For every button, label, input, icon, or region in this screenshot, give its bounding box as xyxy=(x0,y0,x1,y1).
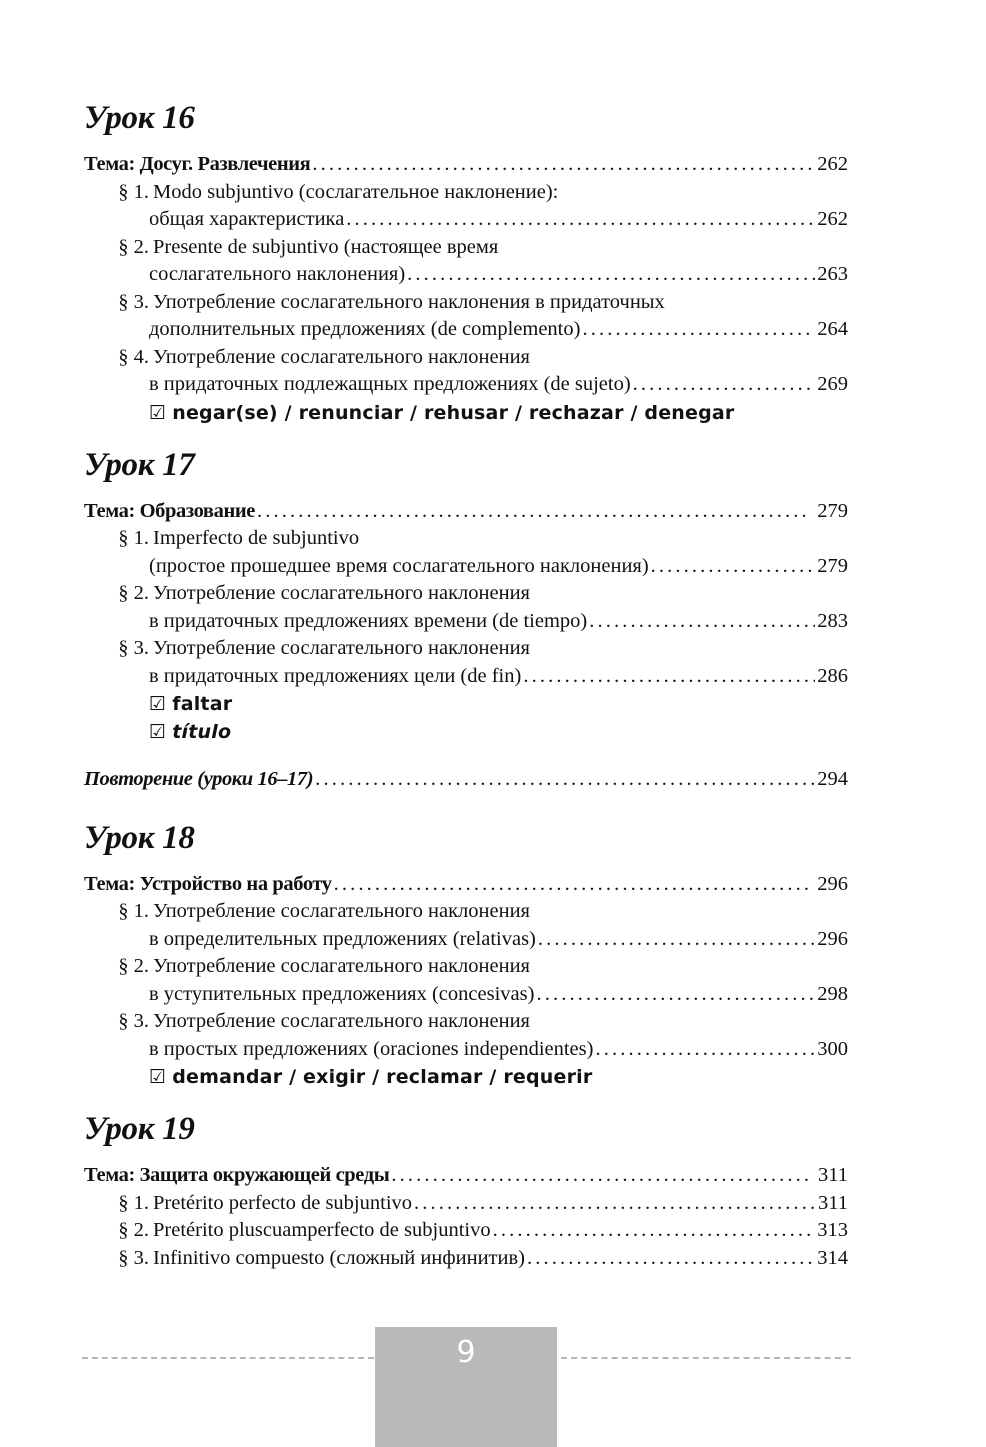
leader-dots xyxy=(523,663,815,691)
section-entry[interactable] xyxy=(84,953,848,1008)
section-number: § 2. xyxy=(118,955,149,977)
vocab-note xyxy=(84,399,848,427)
section-title-line2: в придаточных предложениях времени (de tiempo) xyxy=(149,609,588,632)
page-ref: 300 xyxy=(817,1037,848,1060)
topic-entry[interactable] xyxy=(84,498,848,526)
leader-dots xyxy=(589,608,815,636)
section-title: Pretérito perfecto de subjuntivo xyxy=(153,1191,413,1214)
leader-dots xyxy=(315,766,815,794)
page-ref: 296 xyxy=(817,927,848,950)
checkbox-icon: ☑ xyxy=(149,1066,167,1088)
topic-entry[interactable] xyxy=(84,151,848,179)
page-ref: 262 xyxy=(817,208,848,230)
section-entry[interactable] xyxy=(84,525,848,580)
footer-divider-right xyxy=(561,1357,851,1359)
section-title-line1: Употребление сослагательного наклонения xyxy=(153,955,530,977)
section-entry[interactable] xyxy=(84,289,848,344)
vocab-words: demandar / exigir / reclamar / requerir xyxy=(172,1066,593,1088)
page-ref: 311 xyxy=(818,1164,848,1186)
section-title-line2: дополнительных предложениях (de complemento) xyxy=(149,318,581,340)
review-entry[interactable] xyxy=(84,766,848,794)
leader-dots xyxy=(651,553,816,581)
lesson-heading: Урок 16 xyxy=(84,100,195,136)
vocab-note xyxy=(84,718,848,746)
page-ref: 294 xyxy=(817,768,848,790)
topic-entry[interactable] xyxy=(84,871,848,899)
section-entry[interactable] xyxy=(84,580,848,635)
section-title-line2: в уступительных предложениях (concesivas) xyxy=(149,982,535,1005)
page-number: 9 xyxy=(456,1335,476,1370)
section-number: § 1. xyxy=(118,180,149,203)
section-entry[interactable] xyxy=(84,635,848,690)
table-of-contents xyxy=(84,100,848,1292)
section-number: § 1. xyxy=(118,1191,149,1214)
topic-title: Тема: Образование xyxy=(84,499,255,522)
lesson-19 xyxy=(84,1111,848,1272)
lesson-18 xyxy=(84,820,848,1092)
leader-dots xyxy=(595,1036,815,1064)
section-title-line1: Употребление сослагательного наклонения xyxy=(153,345,530,368)
leader-dots xyxy=(407,261,815,289)
section-title-line1: Presente de subjuntivo (настоящее время xyxy=(153,235,499,258)
topic-title: Тема: Устройство на работу xyxy=(84,872,332,895)
lesson-heading: Урок 17 xyxy=(84,446,195,483)
section-title-line1: Употребление сослагательного наклонения xyxy=(153,1010,530,1032)
section-title-line1: Употребление сослагательного наклонения в придаточных xyxy=(153,290,665,313)
section-number: § 1. xyxy=(118,527,149,549)
page-ref: 269 xyxy=(817,373,848,395)
section-number: § 3. xyxy=(118,1246,149,1269)
section-entry[interactable] xyxy=(84,234,848,289)
section-title: Pretérito pluscuamperfecto de subjuntivo xyxy=(153,1219,491,1241)
section-title-line2: в простых предложениях (oraciones independientes) xyxy=(149,1037,594,1060)
leader-dots xyxy=(527,1245,815,1273)
section-title-line2: сослагательного наклонения) xyxy=(149,263,406,285)
section-entry[interactable] xyxy=(84,1217,848,1245)
section-entry[interactable] xyxy=(84,1008,848,1063)
page-ref: 279 xyxy=(817,554,848,577)
leader-dots xyxy=(536,981,815,1009)
page-ref: 311 xyxy=(818,1191,848,1214)
page-ref: 283 xyxy=(817,609,848,632)
leader-dots xyxy=(633,371,816,399)
lesson-17 xyxy=(84,447,848,747)
leader-dots xyxy=(538,926,815,954)
section-number: § 3. xyxy=(118,290,149,313)
section-title-line2: (простое прошедшее время сослагательного наклонения) xyxy=(149,554,649,577)
section-title-line1: Modo subjuntivo (сослагательное наклонение): xyxy=(153,180,559,203)
section-entry[interactable] xyxy=(84,1245,848,1273)
page-ref: 314 xyxy=(817,1246,848,1269)
checkbox-icon: ☑ xyxy=(149,401,167,424)
vocab-note xyxy=(84,1063,848,1091)
topic-title: Тема: Досуг. Развлечения xyxy=(84,153,311,175)
section-number: § 4. xyxy=(118,345,149,368)
section-entry[interactable] xyxy=(84,898,848,953)
leader-dots xyxy=(257,498,811,526)
page-ref: 296 xyxy=(817,872,848,895)
section-number: § 3. xyxy=(118,637,149,659)
section-entry[interactable] xyxy=(84,179,848,234)
checkbox-icon: ☑ xyxy=(149,721,167,743)
section-entry[interactable] xyxy=(84,1190,848,1218)
page-ref: 279 xyxy=(817,499,848,522)
section-number: § 2. xyxy=(118,582,149,604)
section-number: § 3. xyxy=(118,1010,149,1032)
lesson-heading: Урок 18 xyxy=(84,819,195,856)
leader-dots xyxy=(414,1190,816,1218)
topic-entry[interactable] xyxy=(84,1162,848,1190)
page-ref: 264 xyxy=(817,318,848,340)
section-title-line1: Употребление сослагательного наклонения xyxy=(153,582,530,604)
page-ref: 262 xyxy=(817,153,848,175)
section-entry[interactable] xyxy=(84,344,848,399)
leader-dots xyxy=(346,206,815,234)
leader-dots xyxy=(391,1162,812,1190)
leader-dots xyxy=(582,316,815,344)
lesson-heading: Урок 19 xyxy=(84,1111,195,1147)
page-ref: 263 xyxy=(817,263,848,285)
section-title-line1: Употребление сослагательного наклонения xyxy=(153,637,530,659)
vocab-words: negar(se) / renunciar / rehusar / rechazar / denegar xyxy=(172,401,735,424)
leader-dots xyxy=(312,151,811,179)
section-number: § 2. xyxy=(118,1219,149,1241)
leader-dots xyxy=(334,871,812,899)
checkbox-icon: ☑ xyxy=(149,693,167,715)
section-title-line2: в придаточных предложениях цели (de fin) xyxy=(149,664,522,687)
vocab-note xyxy=(84,690,848,718)
vocab-words: faltar xyxy=(172,693,233,715)
section-title-line1: Imperfecto de subjuntivo xyxy=(153,527,360,549)
page-ref: 298 xyxy=(817,982,848,1005)
section-number: § 2. xyxy=(118,235,149,258)
vocab-words: título xyxy=(172,721,232,743)
topic-title: Тема: Защита окружающей среды xyxy=(84,1164,390,1186)
review-title: Повторение (уроки 16–17) xyxy=(84,768,314,790)
page-ref: 286 xyxy=(817,664,848,687)
page-ref: 313 xyxy=(817,1219,848,1241)
section-title: Infinitivo compuesto (сложный инфинитив) xyxy=(153,1246,525,1269)
section-number: § 1. xyxy=(118,900,149,922)
section-title-line1: Употребление сослагательного наклонения xyxy=(153,900,530,922)
section-title-line2: в придаточных подлежащных предложениях (de sujeto) xyxy=(149,373,631,395)
page-number-tab xyxy=(375,1327,557,1447)
footer-divider-left xyxy=(82,1357,374,1359)
lesson-16 xyxy=(84,100,848,427)
leader-dots xyxy=(493,1217,816,1245)
section-title-line2: в определительных предложениях (relativas) xyxy=(149,927,536,950)
section-title-line2: общая характеристика xyxy=(149,208,345,230)
